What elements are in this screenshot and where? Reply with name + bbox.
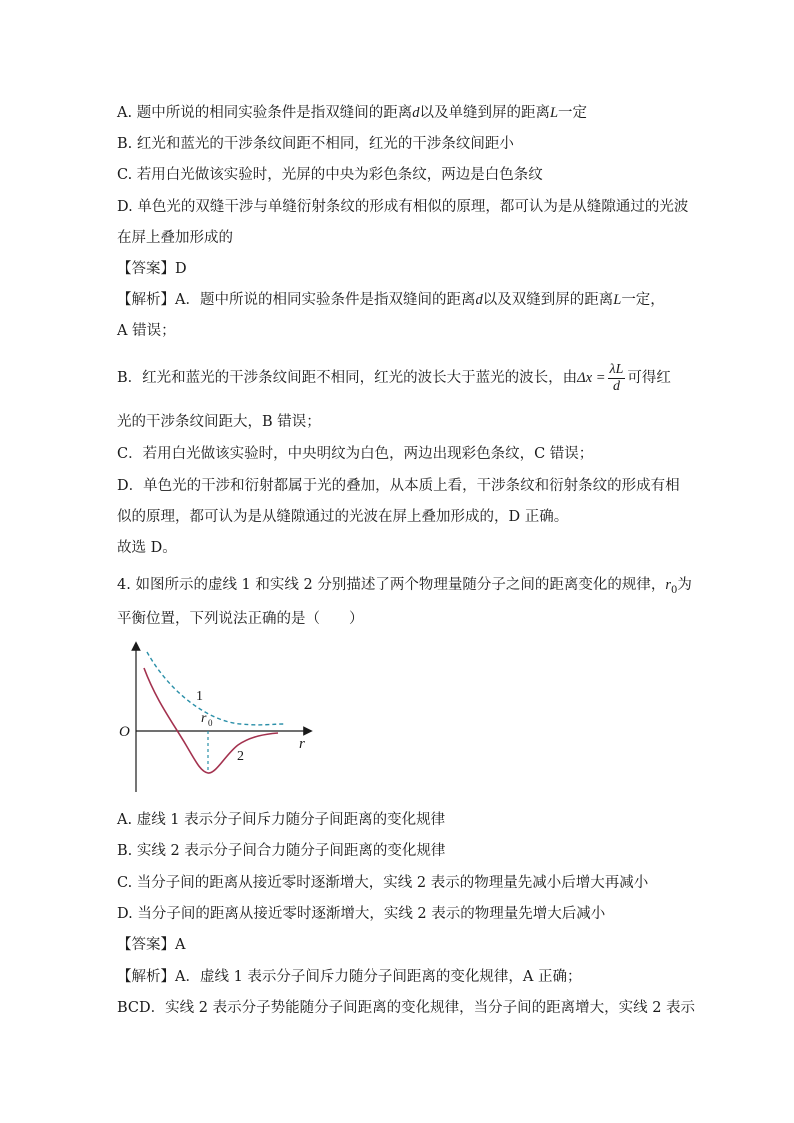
q3-answer: 【答案】D [117, 261, 187, 277]
curve-1-label: 1 [196, 689, 203, 704]
q3-analysis-line5: C．若用白光做该实验时，中央明纹为白色，两边出现彩色条纹，C 错误； [117, 446, 594, 462]
x-axis-label: r [299, 736, 305, 752]
q3-option-d-line1: D. 单色光的双缝干涉与单缝衍射条纹的形成有相似的原理，都可认为是从缝隙通过的光波 [117, 199, 689, 215]
q3-analysis-line7: 似的原理，都可认为是从缝隙通过的光波在屏上叠加形成的，D 正确。 [117, 509, 569, 525]
q4-figure [116, 640, 316, 800]
q4-option-a: A. 虚线 1 表示分子间斥力随分子间距离的变化规律 [117, 812, 446, 828]
q3-analysis-line4: 光的干涉条纹间距大，B 错误； [117, 414, 321, 430]
var-d: d [412, 105, 420, 121]
origin-label: O [119, 724, 130, 740]
q3-analysis-line2: A 错误； [117, 323, 176, 339]
r0-subscript: 0 [208, 718, 213, 728]
q4-option-b: B. 实线 2 表示分子间合力随分子间距离的变化规律 [117, 843, 446, 859]
q4-graph [116, 640, 316, 796]
q3-conclusion: 故选 D。 [117, 540, 177, 556]
var-L: L [549, 105, 559, 121]
q4-option-d: D. 当分子间的距离从接近零时逐渐增大，实线 2 表示的物理量先增大后减小 [117, 906, 606, 922]
q3-option-c: C. 若用白光做该实验时，光屏的中央为彩色条纹，两边是白色条纹 [117, 167, 543, 183]
q3-option-b: B. 红光和蓝光的干涉条纹间距不相同，红光的干涉条纹间距小 [117, 136, 514, 152]
q4-option-c: C. 当分子间的距离从接近零时逐渐增大，实线 2 表示的物理量先减小后增大再减小 [117, 875, 649, 891]
q4-stem-line1: 4. 如图所示的虚线 1 和实线 2 分别描述了两个物理量随分子之间的距离变化的规律，$r_0$为 [117, 577, 692, 596]
q4-analysis-line2: BCD．实线 2 表示分子势能随分子间距离的变化规律，当分子间的距离增大，实线 2 表示 [117, 1000, 696, 1016]
r0-label: r [201, 711, 207, 726]
q3-analysis-line6: D．单色光的干涉和衍射都属于光的叠加，从本质上看，干涉条纹和衍射条纹的形成有相 [117, 478, 680, 494]
curve-2-label: 2 [237, 749, 244, 764]
formula-fraction: $\frac{\lambda L}{d}$ [609, 361, 624, 394]
q3-analysis-line1: 【解析】A．题中所说的相同实验条件是指双缝间的距离d以及双缝到屏的距离L一定， [117, 292, 665, 308]
q4-answer: 【答案】A [117, 937, 186, 953]
q3-analysis-line3: B．红光和蓝光的干涉条纹间距不相同，红光的波长大于蓝光的波长，由Δx = $\frac{\lambda L}{d}$ 可得红 [117, 361, 671, 394]
formula-lhs: Δx = [577, 370, 606, 386]
q3-option-d-line2: 在屏上叠加形成的 [117, 230, 233, 246]
q3-option-a: A. 题中所说的相同实验条件是指双缝间的距离d以及单缝到屏的距离L一定 [117, 105, 588, 121]
q4-stem-line2: 平衡位置，下列说法正确的是（ ） [117, 611, 364, 627]
q4-analysis-line1: 【解析】A．虚线 1 表示分子间斥力随分子间距离的变化规律，A 正确； [117, 969, 582, 985]
